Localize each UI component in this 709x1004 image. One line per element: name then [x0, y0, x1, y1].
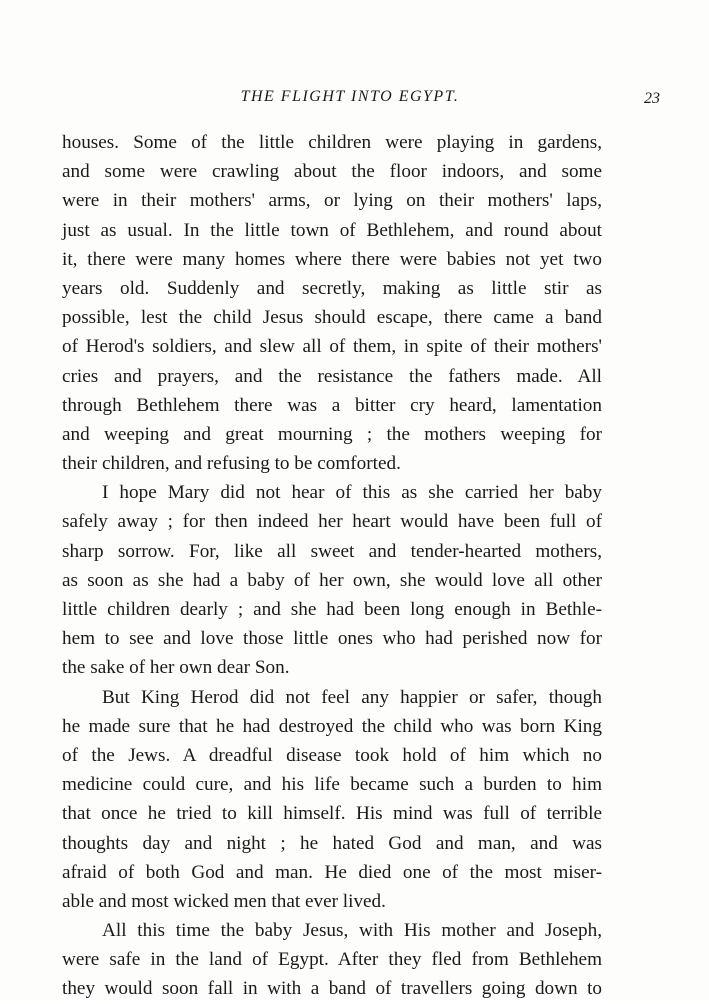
text-line: the sake of her own dear Son. — [62, 657, 290, 679]
text-line: through Bethlehem there was a bitter cry heard, lamentation — [62, 394, 602, 416]
text-line: medicine could cure, and his life became such a burden to him — [62, 774, 602, 796]
text-line: able and most wicked men that ever lived. — [62, 890, 386, 912]
text-line: and weeping and great mourning ; the mothers weeping for — [62, 423, 602, 445]
page-number: 23 — [644, 90, 660, 107]
text-line: and some were crawling about the floor indoors, and some — [62, 161, 602, 183]
text-line: that once he tried to kill himself. His mind was full of terrible — [62, 803, 602, 825]
text-line: houses. Some of the little children were playing in gardens, — [62, 132, 602, 153]
text-line: hem to see and love those little ones who had perished now for — [62, 628, 602, 650]
text-line: their children, and refusing to be comforted. — [62, 453, 401, 475]
body-text — [62, 128, 602, 1004]
paragraph-2 — [62, 478, 602, 682]
text-line: of Herod's soldiers, and slew all of them, in spite of their mothers' — [62, 336, 602, 358]
text-line: just as usual. In the little town of Bethlehem, and round about — [62, 219, 602, 241]
running-title: THE FLIGHT INTO EGYPT. — [240, 88, 460, 105]
text-line: All this time the baby Jesus, with His mother and Joseph, — [102, 920, 602, 942]
text-line: they would soon fall in with a band of travellers going down to — [62, 978, 602, 1000]
text-line: little children dearly ; and she had been long enough in Bethle- — [62, 599, 602, 620]
text-line: cries and prayers, and the resistance the fathers made. All — [62, 365, 602, 387]
text-line: years old. Suddenly and secretly, making as little stir as — [62, 277, 602, 299]
text-line: sharp sorrow. For, like all sweet and tender-hearted mothers, — [62, 540, 602, 562]
text-line: I hope Mary did not hear of this as she carried her baby — [102, 482, 602, 504]
text-line: safely away ; for then indeed her heart would have been full of — [62, 511, 602, 533]
paragraph-3 — [62, 683, 602, 917]
text-line: thoughts day and night ; he hated God and man, and was — [62, 832, 602, 854]
text-line: he made sure that he had destroyed the child who was born King — [62, 715, 602, 737]
text-line: were safe in the land of Egypt. After they fled from Bethlehem — [62, 949, 602, 971]
text-line: possible, lest the child Jesus should escape, there came a band — [62, 307, 602, 329]
text-line: afraid of both God and man. He died one of the most miser- — [62, 861, 602, 883]
text-line: were in their mothers' arms, or lying on their mothers' laps, — [62, 190, 602, 212]
text-line: it, there were many homes where there were babies not yet two — [62, 248, 602, 270]
text-line: as soon as she had a baby of her own, she would love all other — [62, 569, 602, 591]
text-line: of the Jews. A dreadful disease took hold of him which no — [62, 744, 602, 766]
text-line: But King Herod did not feel any happier or safer, though — [102, 686, 602, 708]
paragraph-1 — [62, 128, 602, 478]
running-head — [60, 84, 660, 108]
paragraph-4 — [62, 916, 602, 1004]
